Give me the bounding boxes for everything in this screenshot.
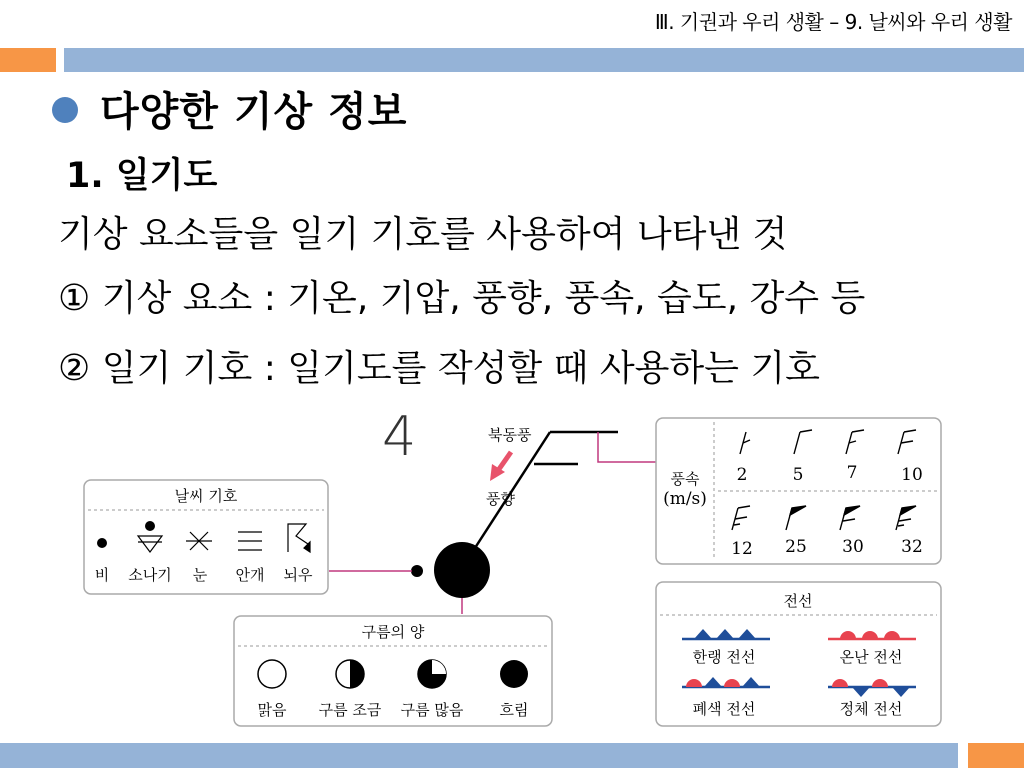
cloud-box-title: 구름의 양	[361, 623, 425, 641]
wind-label: 북동풍	[488, 426, 532, 444]
clear-icon	[258, 660, 286, 688]
weather-item-label: 눈	[192, 566, 208, 584]
speed-box-title: 풍속	[670, 470, 700, 488]
speed-value: 30	[842, 537, 864, 557]
slide-heading: 다양한 기상 정보	[100, 89, 408, 135]
weather-symbols-line: ② 일기 기호 : 일기도를 작성할 때 사용하는 기호	[58, 348, 820, 389]
front-item-label: 한랭 전선	[692, 648, 756, 666]
arrow-icon	[490, 452, 511, 481]
cloud-amount-box	[234, 616, 552, 726]
weather-elements-line: ① 기상 요소 : 기온, 기압, 풍향, 풍속, 습도, 강수 등	[58, 278, 866, 319]
speed-value: 2	[736, 465, 748, 485]
fronts-box	[656, 582, 941, 726]
bullet-icon	[52, 97, 78, 123]
cloud-item-label: 맑음	[257, 701, 287, 719]
weather-symbols-box	[84, 480, 328, 594]
weather-item-label: 소나기	[128, 566, 172, 584]
cloud-cover-circle	[434, 542, 490, 598]
header-bar	[64, 48, 1024, 72]
speed-value: 32	[901, 537, 923, 557]
chapter-title: Ⅲ. 기권과 우리 생활 – 9. 날씨와 우리 생활	[654, 10, 1012, 34]
footer-bar	[0, 743, 958, 768]
rain-dot	[411, 565, 423, 577]
speed-box-unit: (m/s)	[663, 489, 707, 509]
front-item-label: 정체 전선	[839, 700, 903, 718]
mostly-cloudy-icon	[418, 660, 446, 688]
weather-box-title: 날씨 기호	[174, 487, 238, 505]
cloud-item-label: 구름 조금	[318, 701, 382, 719]
partly-cloudy-icon	[336, 660, 364, 688]
section-heading: 1. 일기도	[66, 156, 218, 196]
front-item-label: 폐색 전선	[692, 700, 756, 718]
speed-value: 25	[785, 537, 807, 557]
direction-label: 풍향	[486, 490, 515, 508]
front-item-label: 온난 전선	[839, 648, 903, 666]
wind-speed-box	[656, 418, 941, 564]
speed-value: 10	[901, 465, 923, 485]
definition-line: 기상 요소들을 일기 기호를 사용하여 나타낸 것	[58, 214, 788, 255]
speed-value: 12	[731, 539, 753, 559]
cloud-item-label: 흐림	[499, 701, 529, 719]
cloud-item-label: 구름 많음	[400, 701, 464, 719]
speed-connector	[598, 432, 656, 462]
weather-map-diagram	[0, 400, 1024, 740]
accent-bar-top	[0, 48, 56, 72]
weather-item-label: 비	[94, 566, 110, 584]
front-box-title: 전선	[783, 592, 813, 610]
speed-value: 5	[792, 465, 804, 485]
speed-value: 7	[846, 463, 858, 483]
weather-item-label: 안개	[235, 566, 265, 584]
temperature-label: 4	[382, 405, 417, 468]
overcast-icon	[500, 660, 528, 688]
accent-bar-bottom	[968, 743, 1024, 768]
weather-item-label: 뇌우	[283, 566, 313, 584]
rain-icon	[97, 538, 107, 548]
